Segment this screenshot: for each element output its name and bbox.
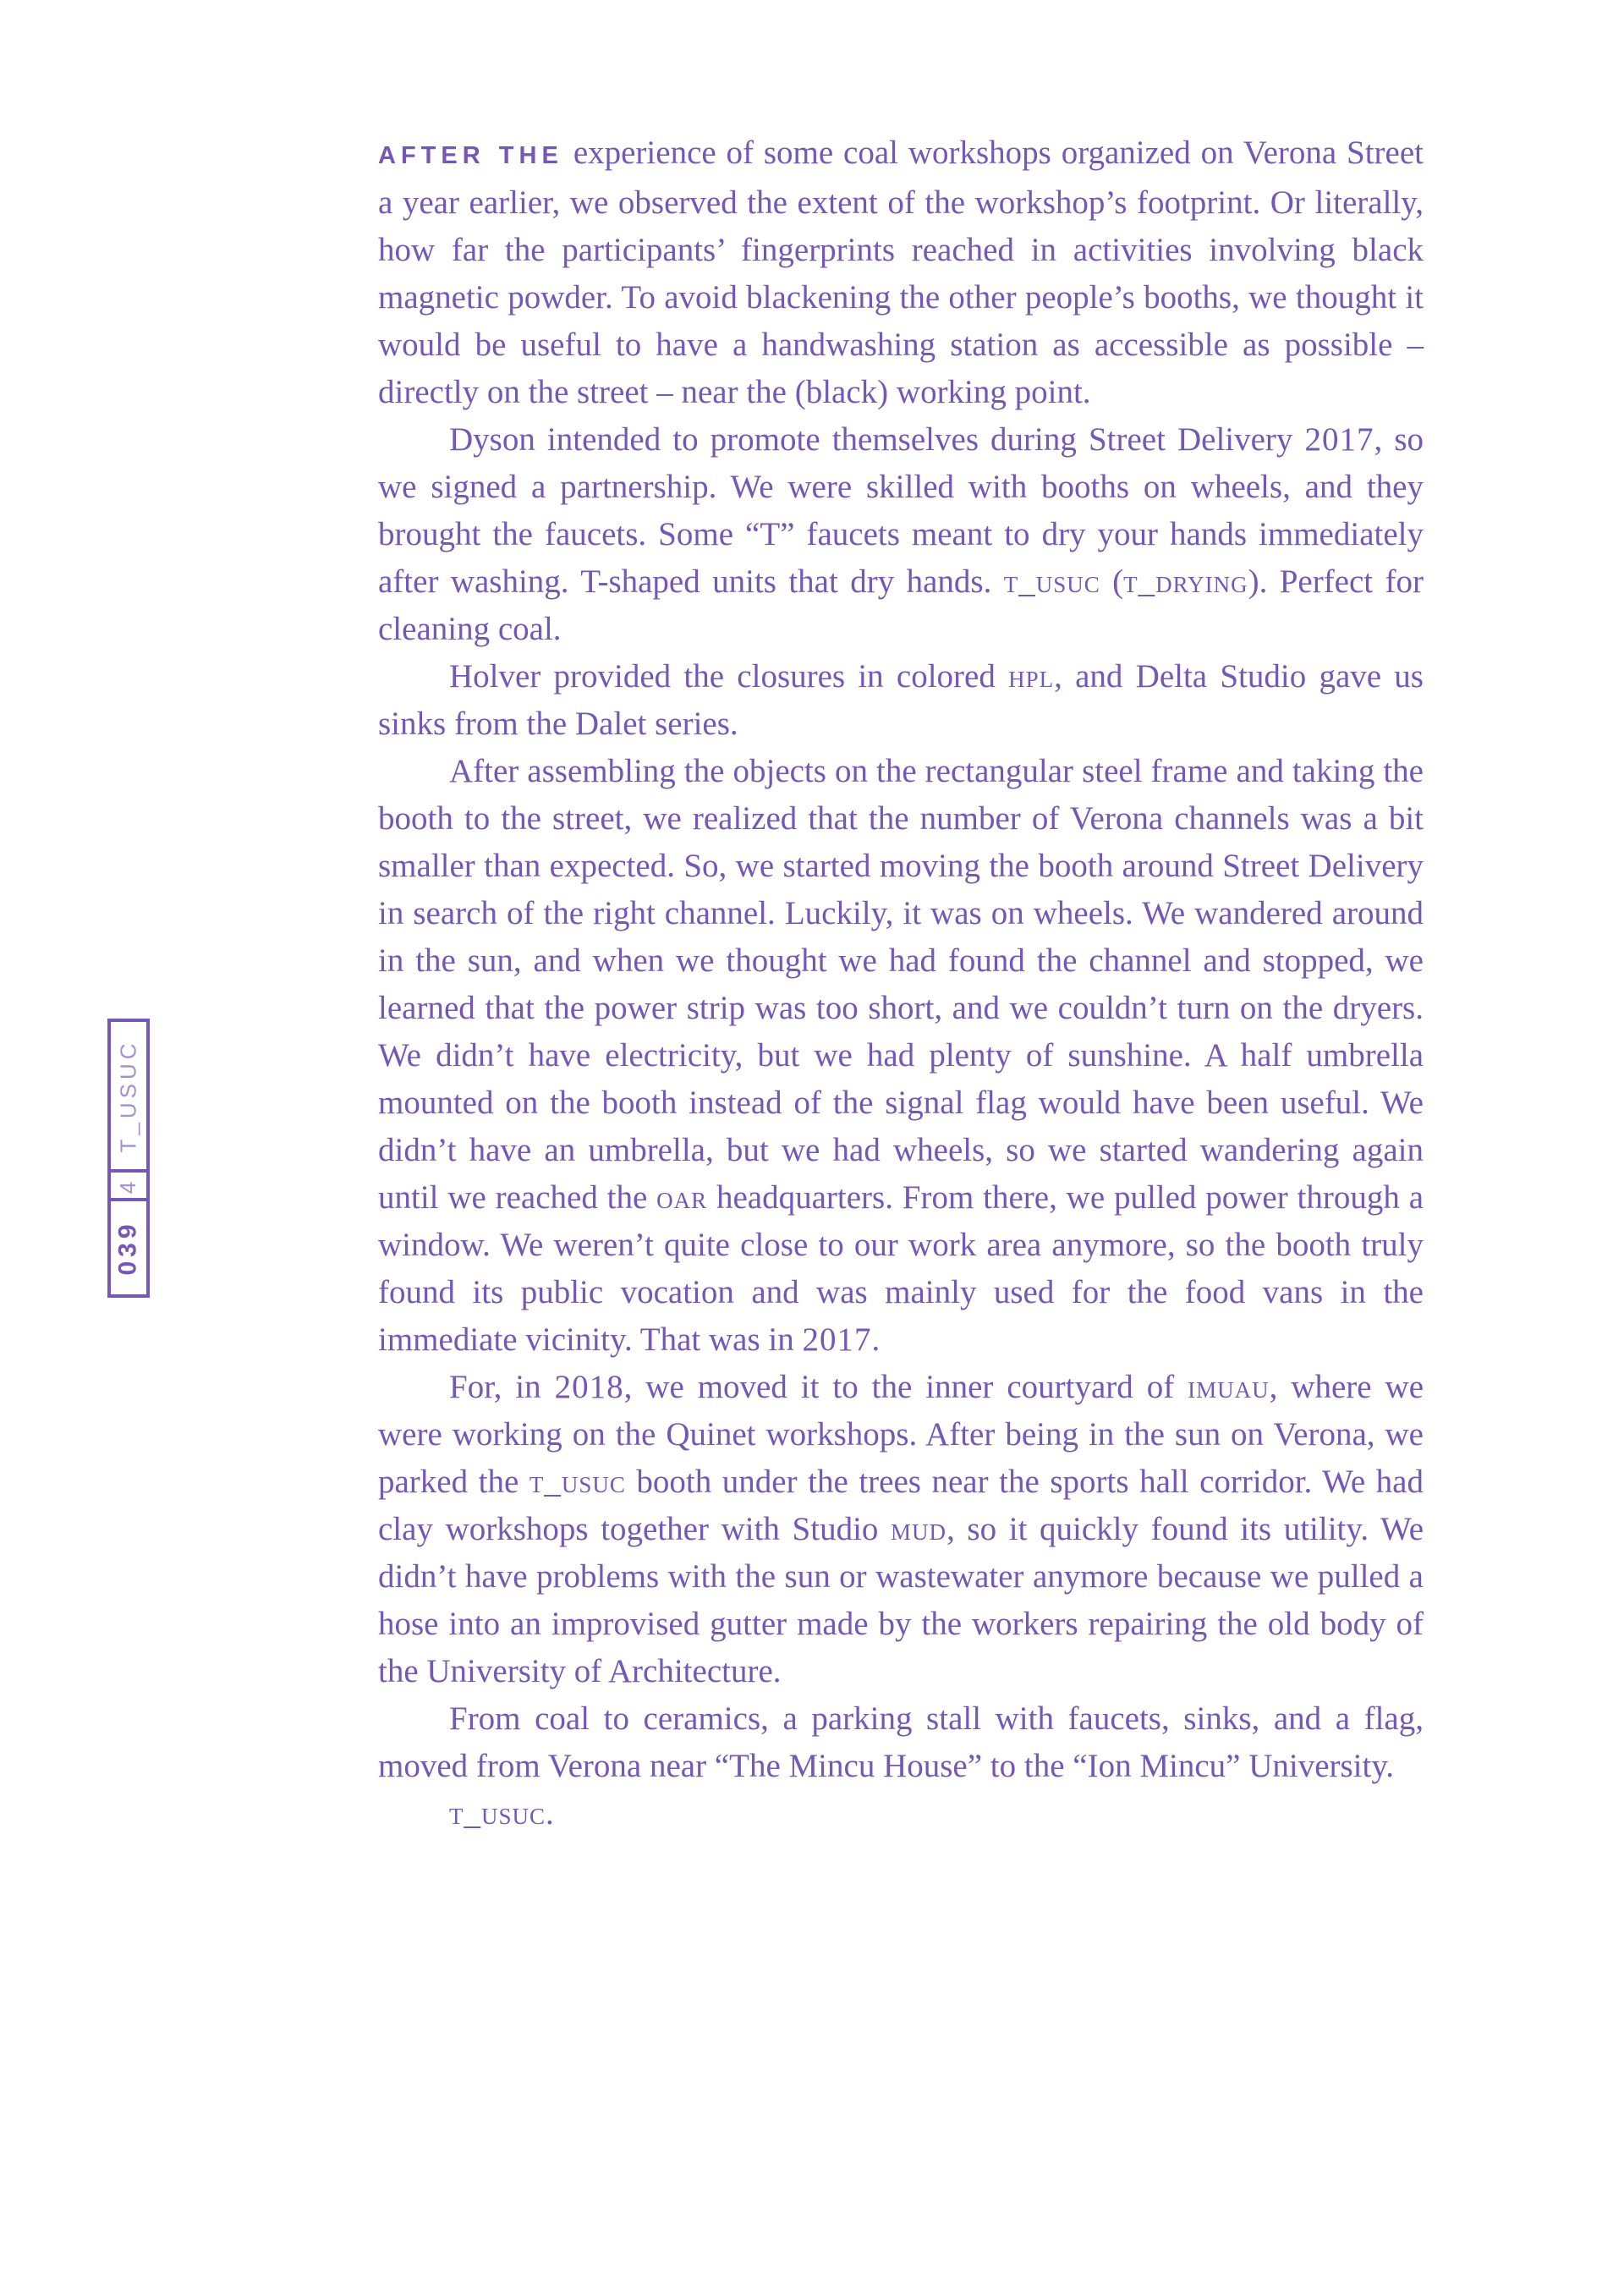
year-2017: 2017 — [802, 1321, 872, 1358]
section-title-cell — [111, 1022, 146, 1169]
paragraph-6-text: From coal to ceramics, a parking stall with faucets, sinks, and a flag, moved from Verona near “The Mincu House” to the “Ion Mincu” University. — [378, 1700, 1424, 1784]
article-body — [378, 129, 1424, 1837]
paragraph-5-text-e: , so it quickly found its utility. We didn’t have problems with the sun or wastewater anymore because we pulled a hose into an improvised gutter made by the workers repairing the old body of the University of Architecture. — [378, 1511, 1424, 1689]
lead-in: AFTER THE — [378, 142, 563, 169]
paragraph-5-text-b: , we moved it to the inner courtyard of — [623, 1369, 1188, 1405]
term-t-usuc: t_usuc — [449, 1795, 546, 1832]
paragraph-3-text-b: , and Delta Studio gave us sinks from the Dalet series. — [378, 658, 1424, 742]
paragraph-2-text-d: ). Perfect for cleaning coal. — [378, 563, 1424, 647]
year-2017: 2017 — [1304, 421, 1374, 458]
term-hpl: hpl — [1008, 658, 1055, 695]
paragraph-2 — [378, 416, 1424, 653]
paragraph-4-text-c: . — [871, 1321, 881, 1358]
paragraph-7-end: . — [546, 1795, 554, 1832]
paragraph-5-text-d: booth under the trees near the sports hall corridor. We had clay workshops together with Studio — [378, 1464, 1424, 1547]
paragraph-4-text-b: headquarters. From there, we pulled power through a window. We weren’t quite close to our work area anymore, so the booth truly found its public vocation and was mainly used for the food vans in the immediate vicinity. That was in — [378, 1179, 1424, 1358]
paragraph-3 — [378, 653, 1424, 748]
term-imuau: imuau — [1188, 1369, 1270, 1405]
paragraph-1 — [378, 129, 1424, 416]
paragraph-4-text-a: After assembling the objects on the rectangular steel frame and taking the booth to the street, we realized that the number of Verona channels was a bit smaller than expected. So, we started moving the booth around Street Delivery in search of the right channel. Luckily, it was on wheels. We wandered around in the sun, and when we thought we had found the channel and stopped, we learned that the power strip was too short, and we couldn’t turn on the dryers. We didn’t have electricity, but we had plenty of sunshine. A half umbrella mounted on the booth instead of the signal flag would have been useful. We didn’t have an umbrella, but we had wheels, so we started wandering again until we reached the — [378, 753, 1424, 1216]
paragraph-5-text-a: For, in — [449, 1369, 555, 1405]
term-oar: oar — [656, 1179, 708, 1216]
folio-tab — [107, 1019, 150, 1298]
paragraph-2-text-c: ( — [1100, 563, 1124, 600]
term-t-usuc: t_usuc — [529, 1464, 626, 1500]
paragraph-2-text-b: , so we signed a partnership. We were skilled with booths on wheels, and they brought the faucets. Some “T” faucets meant to dry your hands immediately after washing. T-shaped units that dry hands. — [378, 421, 1424, 600]
paragraph-5 — [378, 1364, 1424, 1695]
page-number-cell — [111, 1201, 146, 1294]
paragraph-3-text-a: Holver provided the closures in colored — [449, 658, 1009, 695]
term-mud: mud — [891, 1511, 947, 1547]
year-2018: 2018 — [554, 1369, 624, 1405]
paragraph-2-text-a: Dyson intended to promote themselves during Street Delivery — [449, 421, 1305, 458]
chapter-number: 4 — [115, 1177, 141, 1194]
term-t-usuc: t_usuc — [1003, 563, 1100, 600]
chapter-number-cell — [111, 1169, 146, 1201]
section-title: T_USUC — [115, 1038, 141, 1153]
paragraph-6 — [378, 1695, 1424, 1790]
term-t-drying: t_drying — [1123, 563, 1248, 600]
paragraph-5-text-c: , where we were working on the Quinet workshops. After being in the sun on Verona, we parked the — [378, 1369, 1424, 1500]
page-number: 039 — [114, 1220, 142, 1276]
paragraph-7 — [378, 1790, 1424, 1837]
paragraph-1-text: experience of some coal workshops organized on Verona Street a year earlier, we observed the extent of the workshop’s footprint. Or literally, how far the participants’ fingerprints reached in activities involving black magnetic powder. To avoid blackening the other people’s booths, we thought it would be useful to have a handwashing station as accessible as possible – directly on the street – near the (black) working point. — [378, 135, 1424, 410]
paragraph-4 — [378, 748, 1424, 1364]
